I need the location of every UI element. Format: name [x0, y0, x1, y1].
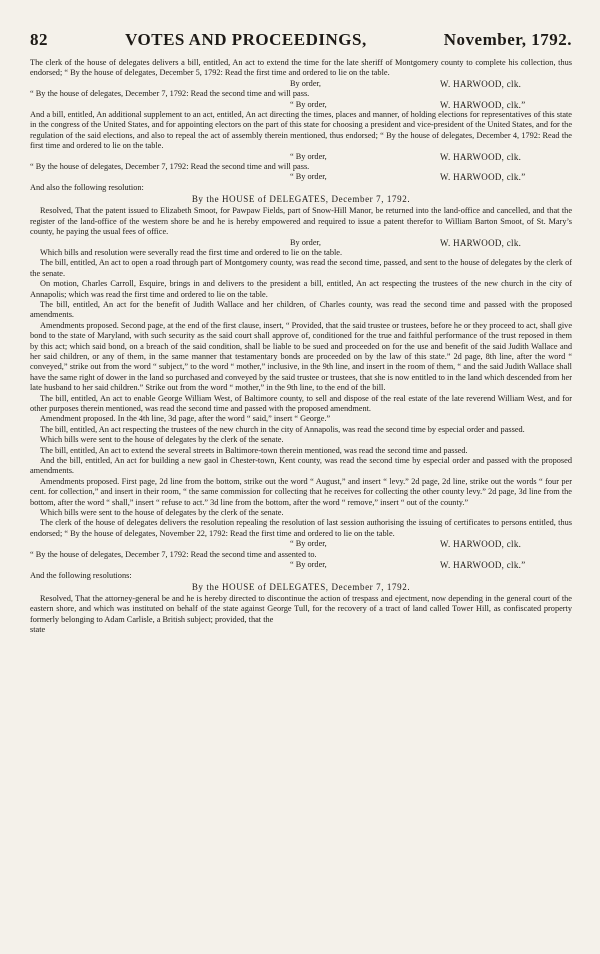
page-number: 82 [30, 30, 48, 49]
signature-line [30, 100, 572, 110]
signature-by-order: “ By order, [290, 172, 327, 182]
signature-line [30, 560, 572, 570]
paragraph: Which bills were sent to the house of delegates by the clerk of the senate. [40, 435, 284, 445]
paragraph: state [30, 625, 46, 635]
signature-by-order: By order, [290, 237, 322, 247]
paragraph: Amendments proposed. Second page, at the end of the first clause, insert, “ Provided, that the said trustee or trustees, before he or they proceed to act, shall give bond to the state of Maryland, with such security as the said court shall approve of, conditioned for the true and faithful performance of the trust reposed in them by this act; which said bond, on a breach of the said condition, shall be liable to be sued and proceeded on for the use and benefit of the said Judith Wallace and her said children, or any of them, in the same manner that testamentary bonds are proceeded on by the law of this state.” 2d page, 8th line, after the word “ conveyed,” strike out from the word “ subject,” to the word “ mother,” inclusive, in the 9th line, and insert in the room of them, “ and the said Judith Wallace shall have the same right of dower in the land so purchased and conveyed by the said trustee or trustees, that she is now entitled to in the land which descended from her late husband to her said children.” Strike out from the word “ mother,” in the 9th line, to the end of the bill. [30, 320, 572, 393]
paragraph: And the bill, entitled, An act for building a new gaol in Chester-town, Kent county, was read the second time by especial order and passed with the proposed amendments. [30, 456, 572, 476]
signature-clerk: W. HARWOOD, clk. [440, 78, 522, 89]
paragraph: Resolved, That the attorney-general be and he is hereby directed to discontinue the action of trespass and ejectment, now depending in the general court of the eastern shore, and which was instituted on behalf of the state against George Tull, for the recovery of a tract of land called Tower Hill, as confiscated property formerly belonging to Adam Carlisle, a British subject; provided, that the [30, 593, 572, 624]
paragraph: The bill, entitled, An act to enable George William West, of Baltimore county, to sell and dispose of the real estate of the late reverend William West, and for other purposes therein mentioned, was read the second time and passed with the proposed amendment. [30, 393, 572, 413]
paragraph: “ By the house of delegates, December 7, 1792: Read the second time and will pass. [30, 89, 310, 99]
paragraph: “ By the house of delegates, December 7, 1792: Read the second time and will pass. [30, 162, 310, 172]
signature-clerk: W. HARWOOD, clk. [440, 151, 522, 162]
paragraph: The clerk of the house of delegates delivers the resolution repealing the resolution of last session authorising the issuing of certificates to persons entitled, thus endorsed; “ By the house of delegates, November 22, 1792: Read the first time and ordered to lie on the table. [30, 518, 572, 538]
paragraph: Which bills and resolution were severally read the first time and ordered to lie on the table. [40, 247, 343, 257]
paragraph: The bill, entitled, An act to extend the several streets in Baltimore-town therein mentioned, was read the second time and passed. [40, 445, 468, 455]
running-title: VOTES AND PROCEEDINGS, [125, 30, 367, 49]
paragraph: And also the following resolution: [30, 182, 144, 192]
signature-line [30, 172, 572, 182]
paragraph: The bill, entitled, An act for the benefit of Judith Wallace and her children, of Charles county, was read the second time and passed with the proposed amendments. [30, 299, 572, 320]
resolution-heading: By the HOUSE of DELEGATES, December 7, 1792. [191, 581, 411, 592]
paragraph: Amendment proposed. In the 4th line, 3d page, after the word “ said,” insert “ George.” [40, 414, 331, 424]
document-body [30, 58, 572, 636]
paragraph: The bill, entitled, An act to open a road through part of Montgomery county, was read the second time, passed, and sent to the house of delegates by the clerk of the senate. [30, 258, 572, 278]
signature-line [30, 152, 572, 162]
paragraph: Which bills were sent to the house of delegates by the clerk of the senate. [40, 508, 284, 518]
paragraph: On motion, Charles Carroll, Esquire, brings in and delivers to the president a bill, entitled, An act respecting the trustees of the new church in the city of Annapolis; which was read the first time and ordered to lie on the table. [30, 279, 572, 299]
signature-clerk: W. HARWOOD, clk.” [440, 172, 526, 183]
paragraph: The clerk of the house of delegates delivers a bill, entitled, An act to extend the time for the late sheriff of Montgomery county to complete his collection, thus endorsed; “ By the house of delegates, December 5, 1792: Read the first time and ordered to lie on the table. [30, 58, 572, 78]
page-header [30, 30, 572, 50]
signature-by-order: “ By order, [290, 539, 327, 549]
signature-by-order: By order, [290, 78, 322, 88]
signature-line [30, 539, 572, 549]
header-date: November, 1792. [443, 30, 572, 49]
signature-by-order: “ By order, [290, 560, 327, 570]
signature-line [30, 238, 572, 248]
paragraph: The bill, entitled, An act respecting the trustees of the new church in the city of Annapolis, was read the second time by especial order and passed. [40, 424, 525, 434]
paragraph: “ By the house of delegates, December 7, 1792: Read the second time and assented to. [30, 549, 317, 559]
signature-clerk: W. HARWOOD, clk. [440, 539, 522, 550]
paragraph: Amendments proposed. First page, 2d line from the bottom, strike out the word “ August,” and insert “ levy.” 2d page, 2d line, strike out the words “ four per cent. for collection,” and insert in their room, “ the same commission for collecting that he receives for collecting the other county levy.” 2d page, 3d line from the bottom, after the word “ shall,” insert “ refuse to act.” 3d line from the bottom, after the word “ remove,” insert “ out of the county.” [30, 476, 572, 507]
signature-clerk: W. HARWOOD, clk.” [440, 99, 526, 110]
signature-by-order: “ By order, [290, 151, 327, 161]
signature-clerk: W. HARWOOD, clk.” [440, 560, 526, 571]
paragraph: And the following resolutions: [30, 570, 132, 580]
signature-clerk: W. HARWOOD, clk. [440, 237, 522, 248]
signature-line [30, 79, 572, 89]
resolution-heading: By the HOUSE of DELEGATES, December 7, 1792. [191, 194, 411, 205]
signature-by-order: “ By order, [290, 99, 327, 109]
paragraph: Resolved, That the patent issued to Elizabeth Smoot, for Pawpaw Fields, part of Snow-Hill Manor, be returned into the land-office and cancelled, and that the register of the land-office of the western shore be and he is hereby empowered and required to issue a patent therefor to William Barton Smoot, of St. Mary’s county, he paying the usual fees of office. [30, 206, 572, 237]
paragraph: And a bill, entitled, An additional supplement to an act, entitled, An act directing the times, places and manner, of holding elections for representatives of this state in the congress of the United States, and for appointing electors on the part of this state for choosing a president and vice-president of the United States, and for the regulation of the said elections, and also to repeal the act of assembly therein mentioned, thus endorsed; “ By the house of delegates, December 4, 1792: Read the first time and ordered to lie on the table. [30, 110, 572, 151]
